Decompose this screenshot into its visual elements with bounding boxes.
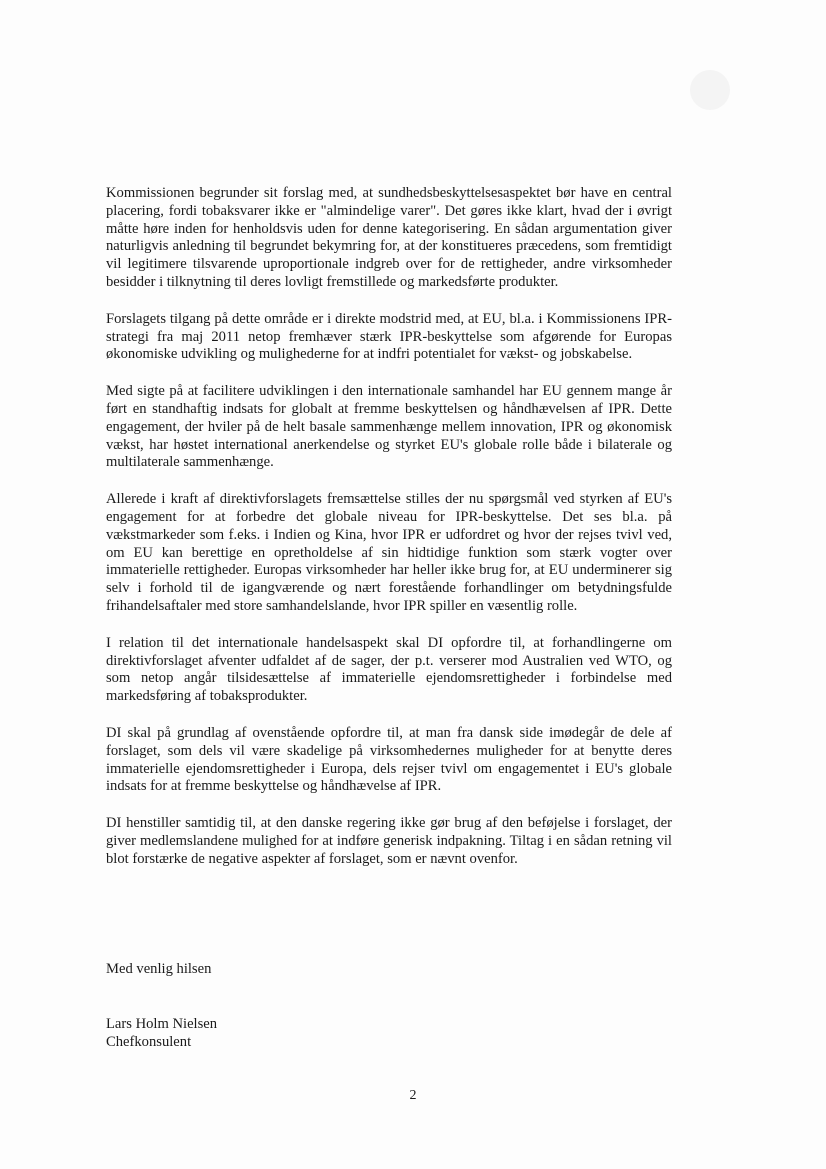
closing-block <box>106 961 211 979</box>
scan-bleed-mark <box>690 70 730 110</box>
paragraph-ipr-strategy: Forslagets tilgang på dette område er i direkte modstrid med, at EU, bl.a. i Kommissionens IPR-strategi fra maj 2011 netop fremhæver stærk IPR-beskyttelse som afgørende for Europas økonomiske udvikling og mulighederne for at indfri potentialet for vækst- og jobskabelse. <box>106 310 672 363</box>
paragraph-wto-cases: I relation til det internationale handelsaspekt skal DI opfordre til, at forhandlingerne om direktivforslaget afventer udfaldet af de sager, der p.t. verserer mod Australien ved WTO, og som netop angår tilsidesættelse af immaterielle ejendomsrettigheder i forbindelse med markedsføring af tobaksprodukter. <box>106 634 672 705</box>
paragraph-growth-markets: Allerede i kraft af direktivforslagets fremsættelse stilles der nu spørgsmål ved styrken af EU's engagement for at forbedre det globale niveau for IPR-beskyttelse. Det ses bl.a. på vækstmarkeder som f.eks. i Indien og Kina, hvor IPR er udfordret og hvor der rejses tvivl ved, om EU kan berettige en opretholdelse af sin hidtidige funktion som stærk vogter over immaterielle rettigheder. Europas virksomheder har heller ikke brug for, at EU underminerer sig selv i forhold til de igangværende og nært forestående forhandlinger om betydningsfulde frihandelsaftaler med store samhandelslande, hvor IPR spiller en væsentlig rolle. <box>106 491 672 614</box>
letter-body <box>106 185 672 888</box>
signature-block <box>106 1016 217 1052</box>
page-number: 2 <box>409 1088 417 1103</box>
paragraph-generic-packaging: DI henstiller samtidig til, at den danske regering ikke gør brug af den beføjelse i forslaget, der giver medlemslandene mulighed for at indføre generisk indpakning. Tiltag i en sådan retning vil blot forstærke de negative aspekter af forslaget, som er nævnt ovenfor. <box>106 815 672 867</box>
paragraph-recommendation: DI skal på grundlag af ovenstående opfordre til, at man fra dansk side imødegår de dele af forslaget, som dels vil være skadelige på virksomhedernes muligheder for at benytte deres immaterielle ejendomsrettigheder i Europa, dels rejser tvivl om engagementet i EU's globale indsats for at fremme beskyttelse og håndhævelse af IPR. <box>106 724 672 795</box>
signature-name: Lars Holm Nielsen <box>106 1016 218 1032</box>
closing-greeting: Med venlig hilsen <box>106 961 212 977</box>
signature-title: Chefkonsulent <box>106 1033 192 1050</box>
paragraph-international-trade: Med sigte på at facilitere udviklingen i den internationale samhandel har EU gennem mange år ført en standhaftig indsats for globalt at fremme beskyttelsen og håndhævelsen af IPR. Dette engagement, der hviler på de helt basale sammenhænge mellem innovation, IPR og økonomisk vækst, har høstet international anerkendelse og styrket EU's globale rolle både i bilaterale og multilaterale sammenhænge. <box>106 383 672 471</box>
paragraph-health-argument: Kommissionen begrunder sit forslag med, at sundhedsbeskyttelsesaspektet bør have en central placering, fordi tobaksvarer ikke er "almindelige varer". Det gøres ikke klart, hvad der i øvrigt måtte høre inden for henholdsvis uden for denne kategorisering. En sådan argumentation giver naturligvis anledning til begrundet bekymring for, at der konstitueres præcedens, som fremtidigt vil legitimere tilsvarende uproportionale indgreb over for de rettigheder, andre virksomheder besidder i tilknytning til deres lovligt fremstillede og markedsførte produkter. <box>106 185 672 290</box>
